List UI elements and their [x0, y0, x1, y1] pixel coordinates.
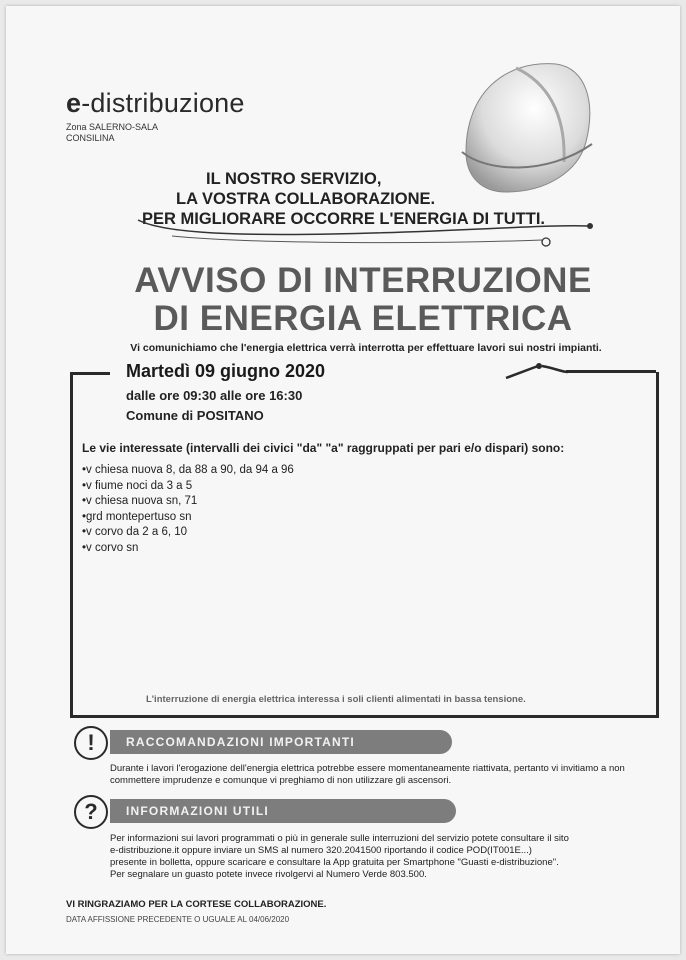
posting-date: DATA AFFISSIONE PRECEDENTE O UGUALE AL 04/06/2020: [66, 915, 290, 924]
info-line-4: Per segnalare un guasto potete invece rivolgervi al Numero Verde 803.500.: [110, 869, 427, 880]
company-logo: [66, 88, 245, 119]
title-line-2: DI ENERGIA ELETTRICA: [153, 299, 573, 338]
streets-list: [82, 463, 294, 556]
logo-e: e: [66, 88, 82, 118]
zone-line-1: Zona SALERNO-SALA: [66, 122, 159, 132]
slogan-line-3: PER MIGLIORARE OCCORRE L'ENERGIA DI TUTTI.: [142, 210, 545, 228]
recommendations-text: Durante i lavori l'erogazione dell'energia elettrica potrebbe essere momentaneamente riattivata, pertanto vi invitiamo a non commettere imprudenze e comunque vi preghiamo di non utilizzare gli ascensori.: [110, 763, 625, 786]
question-icon: ?: [74, 795, 108, 829]
box-border-right: [566, 370, 656, 373]
exclamation-icon: !: [74, 726, 108, 760]
cable-underline: [132, 214, 602, 254]
info-line-3: presente in bolletta, oppure scaricare e consultare la App gratuita per Smartphone "Guasti e-distribuzione".: [110, 857, 559, 868]
box-border-left: [70, 372, 110, 375]
title-line-1: AVVISO DI INTERRUZIONE: [134, 261, 592, 300]
streets-heading: Le vie interessate (intervalli dei civici "da" "a" raggruppati per pari e/o dispari) sono:: [82, 441, 565, 455]
slogan-line-2: LA VOSTRA COLLABORAZIONE.: [176, 190, 436, 208]
zone-line-2: CONSILINA: [66, 133, 115, 143]
info-heading: INFORMAZIONI UTILI: [110, 799, 456, 823]
notice-sheet: [6, 6, 680, 954]
outage-date: Martedì 09 giugno 2020: [126, 361, 326, 381]
info-text: [110, 833, 640, 881]
outage-municipality: Comune di POSITANO: [126, 408, 264, 423]
slogan-line-1: IL NOSTRO SERVIZIO,: [206, 170, 382, 188]
plug-icon: [504, 358, 574, 382]
recommendations-heading: RACCOMANDAZIONI IMPORTANTI: [110, 730, 452, 754]
intro-text: Vi comunichiamo che l'energia elettrica verrà interrotta per effettuare lavori sui nostri impianti.: [130, 342, 602, 354]
list-item: • v chiesa nuova 8, da 88 a 90, da 94 a 96: [82, 463, 294, 479]
low-voltage-note: L'interruzione di energia elettrica interessa i soli clienti alimentati in bassa tensione.: [146, 694, 526, 705]
list-item: • v chiesa nuova sn, 71: [82, 494, 294, 510]
outage-time: dalle ore 09:30 alle ore 16:30: [126, 388, 303, 403]
notice-title: [108, 262, 618, 338]
logo-text: -distribuzione: [81, 88, 245, 118]
list-item: • v corvo sn: [82, 541, 294, 557]
list-item: • v corvo da 2 a 6, 10: [82, 525, 294, 541]
list-item: • grd montepertuso sn: [82, 510, 294, 526]
list-item: • v fiume noci da 3 a 5: [82, 479, 294, 495]
zone-label: [66, 122, 158, 144]
thanks-text: VI RINGRAZIAMO PER LA CORTESE COLLABORAZIONE.: [66, 899, 327, 910]
info-line-2: e-distribuzione.it oppure inviare un SMS al numero 320.2041500 riportando il codice POD(IT001E...): [110, 845, 532, 856]
info-line-1: Per informazioni sui lavori programmati o più in generale sulle interruzioni del servizio potete consultare il sito: [110, 833, 569, 844]
